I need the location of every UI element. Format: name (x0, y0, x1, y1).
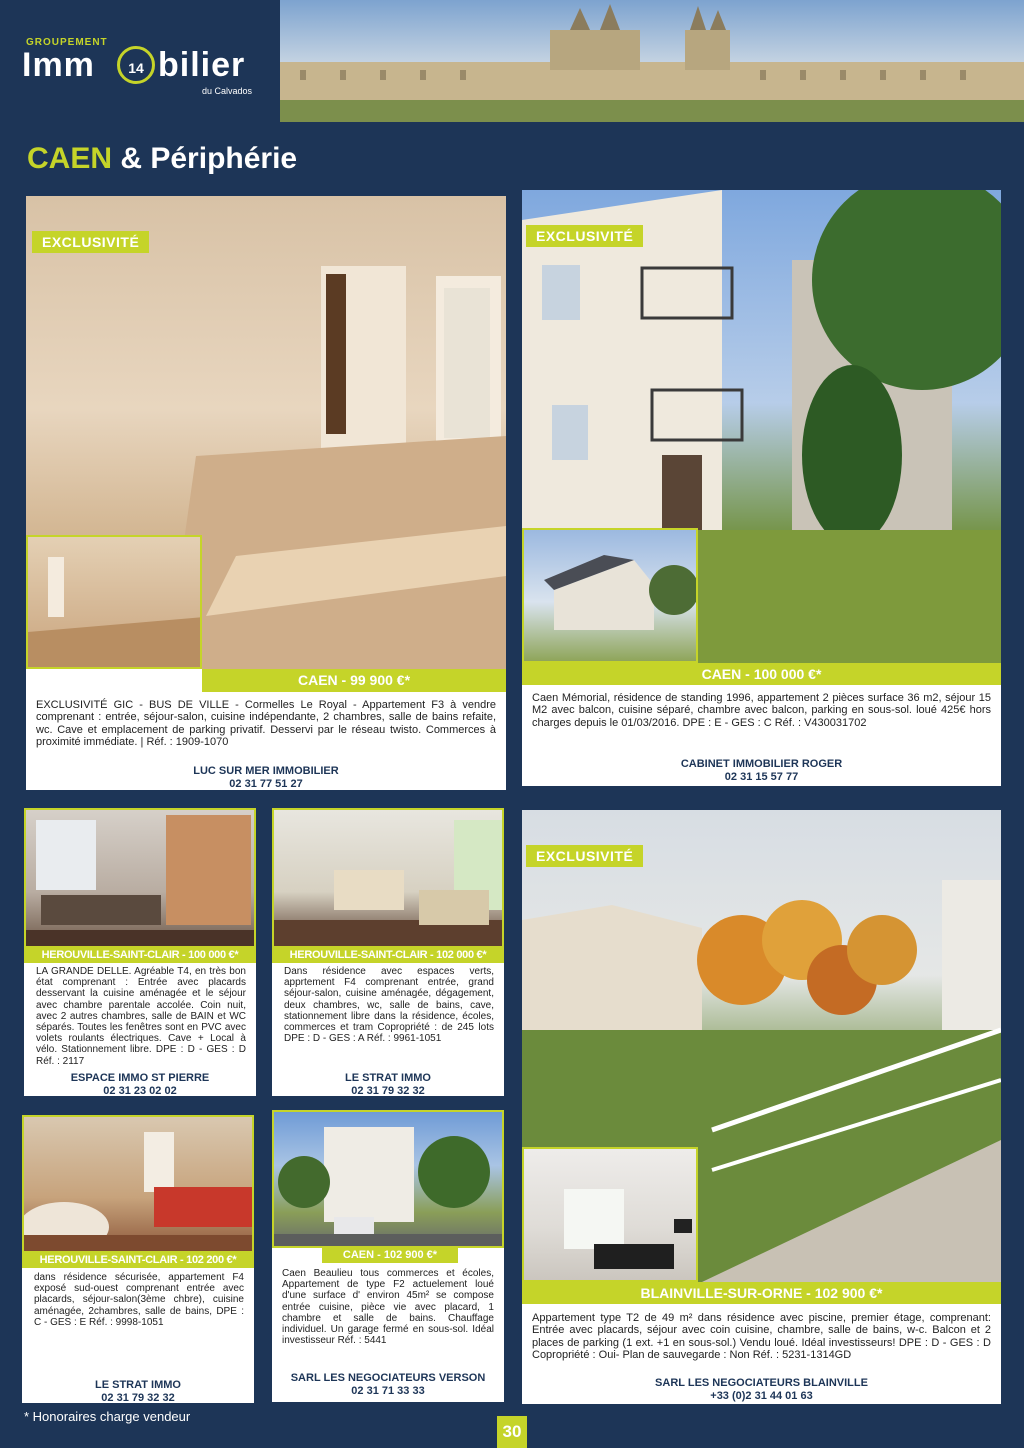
exclusive-badge: EXCLUSIVITÉ (526, 845, 643, 867)
page-title-city: CAEN (27, 142, 113, 175)
agency-phone[interactable]: 02 31 79 32 32 (101, 1391, 175, 1404)
listing-description: Caen Beaulieu tous commerces et écoles, Appartement de type F2 actuelement loué d'une surface d' environ 45m² se compose entrée cuisine, pièce vie avec placard, 1 chambre et salle de bains. Chauffage individuel. Un garage fermé en sous-sol. Idéal investisseur Réf. : 5441 (282, 1268, 494, 1347)
listing-card-5[interactable] (522, 810, 1001, 1404)
listing-price: HEROUVILLE-SAINT-CLAIR - 102 000 €* (272, 948, 504, 963)
listing-6-photo (22, 1115, 254, 1253)
exclusive-badge: EXCLUSIVITÉ (32, 231, 149, 253)
logo[interactable] (20, 30, 280, 110)
exclusive-badge: EXCLUSIVITÉ (526, 225, 643, 247)
agency-phone[interactable]: 02 31 71 33 33 (351, 1384, 425, 1397)
agency-name: CABINET IMMOBILIER ROGER (680, 758, 843, 770)
listing-2-inset-photo (522, 528, 698, 663)
listing-card-1[interactable] (26, 196, 506, 790)
header-bar (0, 0, 1024, 128)
agency-phone[interactable]: 02 31 15 57 77 (724, 770, 799, 783)
logo-group-text: GROUPEMENT (26, 37, 108, 48)
agency-phone[interactable]: +33 (0)2 31 44 01 63 (710, 1389, 813, 1402)
listing-agency[interactable] (22, 1379, 254, 1404)
page-title (27, 142, 297, 176)
listing-price: HEROUVILLE-SAINT-CLAIR - 100 000 €* (24, 948, 256, 963)
listing-description: Caen Mémorial, résidence de standing 1996, appartement 2 pièces surface 36 m2, séjour 15 M2 avec balcon, cuisine séparé, chambre avec balcon, parking en sous-sol. loué 425€ hors charges depuis le 01/03/2016. DPE : E - GES : C Réf. : V430031702 (532, 692, 991, 729)
agency-phone[interactable]: 02 31 77 51 27 (229, 777, 303, 790)
listing-1-inset-photo (26, 535, 202, 669)
logo-number-badge: 14 (117, 46, 155, 84)
listing-agency[interactable] (24, 1072, 256, 1097)
castle-banner-image (280, 0, 1024, 122)
listing-description: Dans résidence avec espaces verts, apprtement F4 comprenant entrée, grand séjour-salon, cuisine aménagée, dégagement, deux chambres, wc, salle de bains, cave, stationnement libre dans la résidence, écoles, commerces et tram Copropriété : de 245 lots DPE : D - GES : A Réf. : 9961-1051 (284, 966, 494, 1045)
agency-name: LUC SUR MER IMMOBILIER (193, 765, 339, 777)
listing-7-photo (272, 1110, 504, 1248)
listing-description: EXCLUSIVITÉ GIC - BUS DE VILLE - Cormelles Le Royal - Appartement F3 à vendre comprenant : entrée, séjour-salon, cuisine indépendante, 2 chambres, salle de bains refaite, wc. Cave et emplacement de parking privatif. Desservi par le réseau twisto. Commerces à proximité immédiate. | Réf. : 1909-1070 (36, 699, 496, 748)
listing-price: HEROUVILLE-SAINT-CLAIR - 102 200 €* (22, 1253, 254, 1268)
listing-card-3[interactable] (24, 808, 256, 1096)
listing-agency[interactable] (26, 765, 506, 790)
listing-price: CAEN - 100 000 €* (522, 663, 1001, 685)
listing-description: dans résidence sécurisée, appartement F4 exposé sud-ouest comprenant entrée avec placards, séjour-salon(3ème chbre), cuisine aménagée, 2chambres, salle de bains, DPE : C - GES : E Réf. : 9998-1051 (34, 1272, 244, 1328)
footnote: * Honoraires charge vendeur (24, 1409, 191, 1424)
agency-phone[interactable]: 02 31 79 32 32 (351, 1084, 425, 1097)
listing-description: LA GRANDE DELLE. Agréable T4, en très bon état comprenant : Entrée avec placards desservant la cuisine aménagée et le séjour avec chambre parentale accolée. Coin nuit, avec 2 autres chambres, salle de BAIN et WC séparés. Toutes les fenêtres sont en PVC avec volets roulants électriques. Cave + Local à vélo. Stationnement libre. DPE : D - GES : D Réf. : 2117 (36, 966, 246, 1067)
listing-agency[interactable] (272, 1372, 504, 1397)
listing-price: BLAINVILLE-SUR-ORNE - 102 900 €* (522, 1282, 1001, 1304)
logo-main-left: Imm (22, 46, 95, 84)
listing-5-inset-photo (522, 1147, 698, 1282)
logo-subtitle: du Calvados (202, 86, 253, 96)
listing-price: CAEN - 102 900 €* (322, 1248, 458, 1263)
listing-card-4[interactable] (272, 808, 504, 1096)
listing-agency[interactable] (522, 758, 1001, 783)
logo-main-right: bilier (158, 46, 246, 84)
page-title-rest: & Périphérie (120, 142, 298, 175)
listing-description: Appartement type T2 de 49 m² dans résidence avec piscine, premier étage, comprenant: Entrée avec placards, séjour avec coin cuisine, chambre, salle de bains, w-c. Balcon et 2 places de parking (1 ext. +1 en sous-sol.) Vendu loué. Idéal investisseurs! DPE : D - GES : D Copropriété : Oui- Plan de sauvegarde : Non Réf. : 5231-1314GD (532, 1312, 991, 1361)
listing-card-6[interactable] (22, 1115, 254, 1403)
agency-name: LE STRAT IMMO (345, 1072, 431, 1084)
agency-phone[interactable]: 02 31 23 02 02 (103, 1084, 177, 1097)
listing-card-2[interactable] (522, 190, 1001, 786)
listing-3-photo (24, 808, 256, 948)
agency-name: LE STRAT IMMO (95, 1379, 181, 1391)
listing-price: CAEN - 99 900 €* (202, 669, 506, 692)
agency-name: ESPACE IMMO ST PIERRE (70, 1072, 210, 1084)
agency-name: SARL LES NEGOCIATEURS VERSON (290, 1372, 486, 1384)
listing-agency[interactable] (522, 1377, 1001, 1402)
listing-agency[interactable] (272, 1072, 504, 1097)
page-number: 30 (497, 1416, 527, 1448)
agency-name: SARL LES NEGOCIATEURS BLAINVILLE (655, 1377, 868, 1389)
listing-4-photo (272, 808, 504, 948)
listing-card-7[interactable] (272, 1110, 504, 1402)
